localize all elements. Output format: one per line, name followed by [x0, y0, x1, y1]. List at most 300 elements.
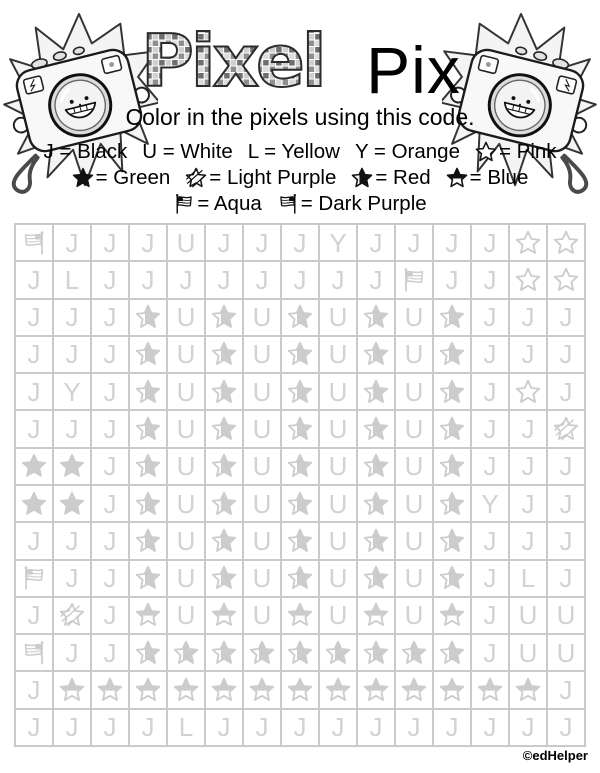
grid-cell — [433, 634, 471, 671]
star-halfright-icon — [401, 640, 427, 666]
grid-cell: J — [319, 709, 357, 746]
legend-item-white: U = White — [142, 140, 233, 163]
grid-cell — [433, 448, 471, 485]
grid-cell — [357, 560, 395, 597]
grid-cell: J — [91, 224, 129, 261]
grid-cell: U — [395, 373, 433, 410]
star-halfright-icon — [211, 379, 237, 405]
star-halfright-icon — [135, 528, 161, 554]
star-solid-icon — [21, 491, 47, 517]
star-halfright-icon — [135, 640, 161, 666]
grid-cell: U — [243, 299, 281, 336]
grid-cell: J — [471, 261, 509, 298]
grid-cell: J — [433, 261, 471, 298]
grid-cell: J — [205, 709, 243, 746]
grid-cell — [15, 224, 53, 261]
grid-cell: J — [205, 224, 243, 261]
star-streak-icon — [185, 167, 207, 189]
grid-cell: J — [395, 709, 433, 746]
star-halfright-icon — [135, 453, 161, 479]
grid-cell: U — [319, 597, 357, 634]
grid-cell — [281, 448, 319, 485]
legend-item-dark-purple: = Dark Purple — [277, 191, 427, 216]
legend-item-red: = Red — [351, 165, 430, 190]
grid-cell: J — [15, 373, 53, 410]
grid-cell: J — [433, 224, 471, 261]
grid-cell: J — [547, 299, 585, 336]
star-halftop-icon — [211, 677, 237, 703]
star-halfright-icon — [439, 565, 465, 591]
star-halfright-icon — [211, 491, 237, 517]
star-halftop-icon — [401, 677, 427, 703]
star-halfright-icon — [351, 167, 373, 189]
grid-cell: J — [471, 299, 509, 336]
grid-cell: U — [167, 560, 205, 597]
grid-cell — [243, 671, 281, 708]
star-halfright-icon — [135, 304, 161, 330]
grid-cell: J — [471, 522, 509, 559]
grid-cell: J — [471, 560, 509, 597]
grid-cell — [547, 261, 585, 298]
star-halftop-icon — [97, 677, 123, 703]
star-halfright-icon — [211, 304, 237, 330]
grid-cell: U — [243, 336, 281, 373]
grid-cell — [281, 373, 319, 410]
star-halfright-icon — [439, 453, 465, 479]
flag-right-icon — [401, 267, 427, 293]
grid-cell — [357, 448, 395, 485]
star-halfright-icon — [287, 528, 313, 554]
grid-cell: J — [509, 485, 547, 522]
grid-cell: U — [395, 299, 433, 336]
grid-cell — [433, 485, 471, 522]
grid-cell: U — [243, 410, 281, 447]
star-halfright-icon — [211, 565, 237, 591]
star-halfright-icon — [287, 341, 313, 367]
grid-cell: U — [243, 560, 281, 597]
grid-cell: J — [243, 261, 281, 298]
legend-line — [72, 165, 529, 190]
star-halftop-icon — [446, 167, 468, 189]
flag-left-icon — [21, 640, 47, 666]
legend-item-black: J = Black — [43, 140, 128, 163]
legend-line — [43, 139, 556, 164]
grid-cell: J — [91, 410, 129, 447]
star-halftop-icon — [135, 677, 161, 703]
grid-cell — [281, 336, 319, 373]
grid-cell: J — [167, 261, 205, 298]
grid-cell — [357, 597, 395, 634]
star-halfright-icon — [211, 341, 237, 367]
grid-cell: J — [471, 373, 509, 410]
grid-cell: J — [15, 709, 53, 746]
grid-cell — [357, 671, 395, 708]
grid-cell: U — [319, 336, 357, 373]
grid-cell — [509, 224, 547, 261]
legend-item-light-purple: = Light Purple — [185, 165, 336, 190]
grid-cell — [205, 299, 243, 336]
pixel-logo-text: Pixel — [141, 19, 324, 102]
grid-cell: J — [547, 336, 585, 373]
star-halfright-icon — [135, 565, 161, 591]
pixel-logo — [139, 14, 354, 102]
grid-cell: U — [167, 522, 205, 559]
grid-cell: J — [357, 709, 395, 746]
star-halftop-icon — [173, 677, 199, 703]
grid-cell: U — [167, 410, 205, 447]
grid-cell: U — [167, 299, 205, 336]
star-halfright-icon — [287, 304, 313, 330]
legend-item-aqua: = Aqua — [173, 191, 261, 216]
grid-cell: J — [15, 597, 53, 634]
grid-cell — [357, 373, 395, 410]
grid-cell: U — [167, 373, 205, 410]
grid-cell: L — [167, 709, 205, 746]
grid-cell: U — [243, 597, 281, 634]
grid-cell: U — [395, 597, 433, 634]
grid-cell — [243, 634, 281, 671]
grid-cell — [15, 448, 53, 485]
star-halfright-icon — [135, 416, 161, 442]
grid-cell: U — [395, 522, 433, 559]
star-streak-icon — [553, 416, 579, 442]
star-halfright-icon — [287, 379, 313, 405]
star-halfright-icon — [135, 491, 161, 517]
grid-cell: U — [509, 634, 547, 671]
grid-cell: U — [167, 597, 205, 634]
grid-cell — [433, 410, 471, 447]
grid-cell — [319, 634, 357, 671]
star-halftop-icon — [363, 602, 389, 628]
flag-left-icon — [21, 230, 47, 256]
grid-cell — [547, 224, 585, 261]
grid-cell: U — [395, 336, 433, 373]
grid-cell: J — [15, 671, 53, 708]
star-halfright-icon — [173, 640, 199, 666]
grid-cell — [15, 485, 53, 522]
grid-cell: Y — [319, 224, 357, 261]
grid-cell: J — [15, 299, 53, 336]
grid-cell: J — [547, 671, 585, 708]
star-outline-icon — [553, 267, 579, 293]
grid-cell: J — [471, 336, 509, 373]
star-halfright-icon — [439, 379, 465, 405]
grid-cell: U — [395, 410, 433, 447]
grid-cell: U — [167, 224, 205, 261]
grid-cell — [357, 634, 395, 671]
star-halfright-icon — [287, 453, 313, 479]
grid-cell — [509, 671, 547, 708]
star-halftop-icon — [249, 677, 275, 703]
grid-cell — [433, 671, 471, 708]
star-halftop-icon — [439, 602, 465, 628]
grid-cell: J — [319, 261, 357, 298]
legend — [0, 139, 600, 216]
star-halfright-icon — [249, 640, 275, 666]
pixel-grid — [14, 223, 586, 747]
grid-cell — [205, 373, 243, 410]
grid-cell — [129, 299, 167, 336]
grid-cell: J — [547, 522, 585, 559]
grid-cell: J — [53, 522, 91, 559]
grid-cell — [281, 485, 319, 522]
star-solid-icon — [59, 453, 85, 479]
grid-cell: J — [129, 261, 167, 298]
star-halfright-icon — [363, 341, 389, 367]
grid-cell — [15, 634, 53, 671]
credit: ©edHelper — [522, 748, 588, 763]
legend-item-green: = Green — [72, 165, 171, 190]
title-pix: Pix — [366, 33, 461, 108]
grid-cell: J — [15, 336, 53, 373]
grid-cell — [395, 671, 433, 708]
star-halfright-icon — [211, 453, 237, 479]
grid-cell: J — [129, 224, 167, 261]
grid-cell: J — [357, 261, 395, 298]
grid-cell: J — [471, 634, 509, 671]
grid-cell — [129, 485, 167, 522]
grid-cell — [281, 560, 319, 597]
grid-cell: J — [205, 261, 243, 298]
star-halfright-icon — [325, 640, 351, 666]
star-outline-icon — [515, 230, 541, 256]
grid-cell — [129, 522, 167, 559]
grid-cell — [53, 597, 91, 634]
grid-cell: U — [167, 448, 205, 485]
grid-cell — [395, 634, 433, 671]
grid-cell: U — [319, 299, 357, 336]
star-outline-icon — [515, 379, 541, 405]
star-halfright-icon — [135, 379, 161, 405]
grid-cell: J — [281, 709, 319, 746]
grid-cell — [433, 597, 471, 634]
grid-cell: U — [547, 634, 585, 671]
grid-cell: U — [395, 448, 433, 485]
star-halfright-icon — [287, 565, 313, 591]
grid-cell: J — [53, 634, 91, 671]
star-halfright-icon — [287, 416, 313, 442]
grid-cell: J — [547, 709, 585, 746]
grid-cell: J — [547, 448, 585, 485]
grid-cell: J — [243, 224, 281, 261]
grid-cell — [129, 336, 167, 373]
grid-cell — [433, 373, 471, 410]
grid-cell: L — [53, 261, 91, 298]
grid-cell — [433, 560, 471, 597]
grid-cell: U — [319, 560, 357, 597]
grid-cell — [53, 671, 91, 708]
star-halfright-icon — [363, 640, 389, 666]
grid-cell: J — [433, 709, 471, 746]
subtitle: Color in the pixels using this code. — [125, 104, 475, 130]
grid-cell — [129, 671, 167, 708]
grid-cell: J — [53, 560, 91, 597]
grid-cell — [205, 410, 243, 447]
grid-cell: U — [395, 560, 433, 597]
grid-cell: Y — [471, 485, 509, 522]
star-halfright-icon — [135, 341, 161, 367]
grid-cell — [167, 634, 205, 671]
grid-cell: J — [547, 485, 585, 522]
grid-cell — [53, 485, 91, 522]
star-streak-icon — [59, 602, 85, 628]
grid-cell: U — [243, 485, 281, 522]
grid-cell: J — [243, 709, 281, 746]
star-halfright-icon — [439, 491, 465, 517]
grid-cell — [357, 522, 395, 559]
grid-cell: J — [53, 410, 91, 447]
star-halftop-icon — [59, 677, 85, 703]
star-halftop-icon — [135, 602, 161, 628]
grid-cell — [205, 671, 243, 708]
grid-cell: J — [357, 224, 395, 261]
grid-cell — [357, 410, 395, 447]
star-halftop-icon — [439, 677, 465, 703]
star-halfright-icon — [363, 453, 389, 479]
grid-cell: J — [15, 522, 53, 559]
grid-cell: J — [91, 597, 129, 634]
star-halfright-icon — [439, 304, 465, 330]
star-solid-icon — [21, 453, 47, 479]
grid-cell: J — [509, 299, 547, 336]
grid-cell — [205, 597, 243, 634]
grid-cell — [433, 336, 471, 373]
grid-cell — [129, 373, 167, 410]
star-halfright-icon — [287, 640, 313, 666]
grid-cell: J — [91, 448, 129, 485]
grid-cell: U — [319, 410, 357, 447]
star-outline-icon — [515, 267, 541, 293]
grid-cell: J — [471, 448, 509, 485]
flag-left-icon — [277, 193, 299, 215]
grid-cell: U — [167, 485, 205, 522]
star-halftop-icon — [325, 677, 351, 703]
grid-cell: J — [91, 299, 129, 336]
grid-cell — [319, 671, 357, 708]
star-solid-icon — [72, 167, 94, 189]
star-halfright-icon — [287, 491, 313, 517]
grid-cell — [433, 299, 471, 336]
star-halfright-icon — [211, 528, 237, 554]
star-halfright-icon — [439, 416, 465, 442]
legend-item-pink: = Pink — [475, 139, 557, 164]
star-halfright-icon — [211, 416, 237, 442]
grid-cell: J — [471, 597, 509, 634]
flag-right-icon — [173, 193, 195, 215]
grid-cell — [129, 410, 167, 447]
star-halfright-icon — [363, 416, 389, 442]
grid-cell: J — [547, 560, 585, 597]
star-halfright-icon — [363, 491, 389, 517]
grid-cell: U — [243, 522, 281, 559]
star-halfright-icon — [363, 565, 389, 591]
grid-cell — [129, 634, 167, 671]
grid-cell: J — [91, 336, 129, 373]
grid-cell — [357, 336, 395, 373]
grid-cell: J — [91, 373, 129, 410]
grid-cell: J — [15, 261, 53, 298]
grid-cell — [281, 410, 319, 447]
grid-cell: J — [53, 224, 91, 261]
grid-cell — [15, 560, 53, 597]
flag-right-icon — [21, 565, 47, 591]
grid-cell: J — [53, 709, 91, 746]
star-halftop-icon — [477, 677, 503, 703]
grid-cell — [395, 261, 433, 298]
grid-cell — [281, 522, 319, 559]
grid-cell: J — [91, 560, 129, 597]
grid-cell: J — [509, 448, 547, 485]
grid-cell — [433, 522, 471, 559]
grid-cell — [509, 261, 547, 298]
star-halfright-icon — [439, 528, 465, 554]
star-halftop-icon — [211, 602, 237, 628]
grid-cell: U — [509, 597, 547, 634]
grid-cell: J — [91, 522, 129, 559]
grid-cell — [281, 299, 319, 336]
grid-cell — [205, 336, 243, 373]
legend-line — [173, 191, 426, 216]
grid-cell — [471, 671, 509, 708]
grid-cell — [357, 299, 395, 336]
grid-cell: U — [243, 448, 281, 485]
grid-cell: U — [547, 597, 585, 634]
legend-item-blue: = Blue — [446, 165, 529, 190]
star-halfright-icon — [211, 640, 237, 666]
grid-cell: J — [509, 336, 547, 373]
legend-item-orange: Y = Orange — [354, 140, 460, 163]
grid-cell — [205, 634, 243, 671]
grid-cell: J — [129, 709, 167, 746]
grid-cell — [205, 448, 243, 485]
grid-cell — [509, 373, 547, 410]
star-halfright-icon — [363, 528, 389, 554]
grid-cell: J — [471, 410, 509, 447]
grid-cell — [205, 560, 243, 597]
star-halfright-icon — [363, 304, 389, 330]
page-title — [139, 14, 461, 108]
grid-cell: J — [281, 261, 319, 298]
grid-cell: U — [319, 373, 357, 410]
star-outline-icon — [475, 141, 497, 163]
grid-cell: L — [509, 560, 547, 597]
star-halftop-icon — [363, 677, 389, 703]
star-halfright-icon — [363, 379, 389, 405]
star-solid-icon — [59, 491, 85, 517]
grid-cell: Y — [53, 373, 91, 410]
grid-cell: J — [509, 410, 547, 447]
grid-cell: J — [547, 373, 585, 410]
grid-cell: J — [53, 299, 91, 336]
grid-cell — [53, 448, 91, 485]
grid-cell — [205, 485, 243, 522]
grid-cell: U — [319, 485, 357, 522]
grid-cell — [129, 448, 167, 485]
star-outline-icon — [553, 230, 579, 256]
grid-cell — [129, 597, 167, 634]
grid-cell — [91, 671, 129, 708]
grid-cell: J — [471, 709, 509, 746]
star-halftop-icon — [287, 677, 313, 703]
grid-cell: U — [243, 373, 281, 410]
grid-cell: U — [319, 448, 357, 485]
grid-cell: J — [91, 261, 129, 298]
legend-item-yellow: L = Yellow — [247, 140, 340, 163]
grid-cell: J — [509, 522, 547, 559]
star-halfright-icon — [439, 640, 465, 666]
grid-cell — [129, 560, 167, 597]
grid-cell: J — [15, 410, 53, 447]
